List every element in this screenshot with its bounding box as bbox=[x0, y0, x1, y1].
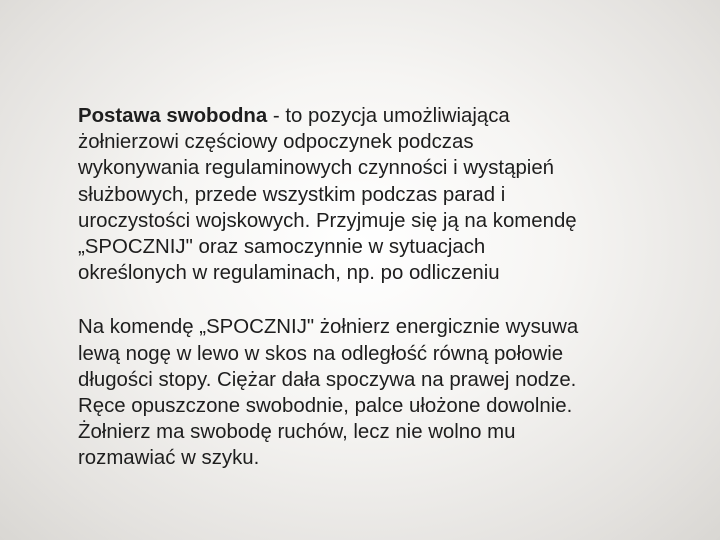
paragraph-line: Żołnierz ma swobodę ruchów, lecz nie wolno mu bbox=[78, 421, 516, 444]
definition-lead: - to pozycja umożliwiająca bbox=[267, 105, 510, 127]
paragraph-line bbox=[78, 103, 678, 129]
paragraph-line: lewą nogę w lewo w skos na odległość równą połowie bbox=[78, 342, 564, 365]
paragraph-line: Na komendę „SPOCZNIJ" żołnierz energicznie wysuwa bbox=[78, 316, 579, 339]
paragraph-line: określonych w regulaminach, np. po odliczeniu bbox=[78, 262, 500, 285]
paragraph-line: „SPOCZNIJ" oraz samoczynnie w sytuacjach bbox=[78, 236, 486, 259]
paragraph-line: Ręce opuszczone swobodnie, palce ułożone dowolnie. bbox=[78, 395, 573, 418]
definition-paragraph bbox=[78, 103, 678, 286]
slide-body bbox=[78, 103, 678, 472]
paragraph-line: służbowych, przede wszystkim podczas parad i bbox=[78, 183, 506, 206]
paragraph-line: rozmawiać w szyku. bbox=[78, 447, 260, 470]
paragraph-line: długości stopy. Ciężar dała spoczywa na prawej nodze. bbox=[78, 368, 577, 391]
command-description-paragraph bbox=[78, 314, 678, 471]
defined-term: Postawa swobodna bbox=[78, 105, 268, 127]
paragraph-line: żołnierzowi częściowy odpoczynek podczas bbox=[78, 131, 474, 154]
paragraph-line: uroczystości wojskowych. Przyjmuje się ją na komendę bbox=[78, 209, 577, 232]
paragraph-line: wykonywania regulaminowych czynności i wystąpień bbox=[78, 157, 554, 180]
